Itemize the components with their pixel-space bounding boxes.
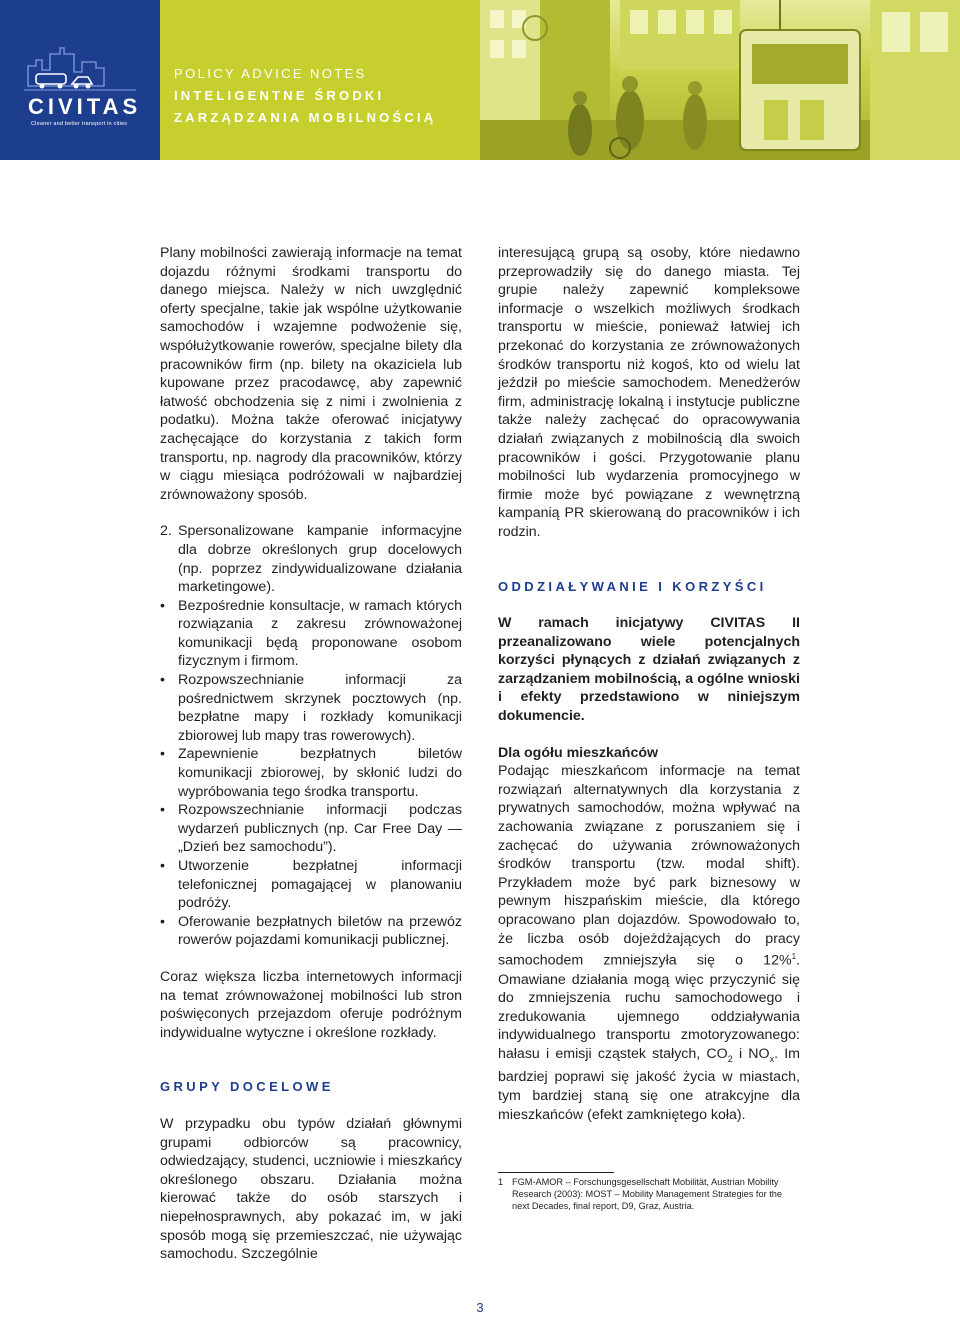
logo-wordmark: CIVITAS	[28, 94, 142, 119]
paragraph-residents	[498, 762, 800, 1124]
header-band	[160, 0, 480, 160]
section-heading-target-groups: GRUPY DOCELOWE	[160, 1079, 334, 1095]
subheading-residents: Dla ogółu mieszkańców	[498, 744, 659, 761]
series-title: POLICY ADVICE NOTES	[174, 66, 367, 81]
paragraph-continued: interesującą grupą są osoby, które niedawno przeprowadziły się do danego miasta. Tej grupie należy zapewnić kompleksowe informacje o wszelkich możliwych środkach transportu w mieście, ponieważ łatwiej ich przekonać do korzystania ze zrównoważonych środków transportu niż kogoś, kto od wielu lat jeździł po mieście samochodem. Menedżerów firm, administrację lokalną i instytucje publiczne także należy zachęcać do opracowywania działań związanych z mobilnością dla swoich pracowników i gości. Przygotowanie planu mobilności lub wydarzenia promocyjnego w firmie może być powiązane z wewnętrzną kampanią PR skierowaną do pracowników i ich rodzin.	[498, 245, 800, 540]
paragraph-internet: Coraz większa liczba internetowych informacji na temat zrównoważonej mobilności lub stron poświęconych przejazdom oferuje podróżnym indywidualne wytyczne i określone rozkłady.	[160, 968, 462, 1041]
right-column	[498, 244, 800, 1124]
list-item: • Rozpowszechnianie informacji za pośrednictwem skrzynek pocztowych (np. bezpłatne mapy i rozkłady komunikacji zbiorowej lub mapy tras rowerowych).	[160, 671, 462, 745]
body-text: . Im bardziej poprawi się jakość życia w miastach, tym bardziej staną się one atrakcyjne dla mieszkańców (efekt zamkniętego koła).	[498, 1045, 800, 1123]
bullet-list	[160, 597, 462, 950]
subscript: 2	[727, 1053, 733, 1064]
item-text: Spersonalizowane kampanie informacyjne dla dobrze określonych grup docelowych (np. poprzez zindywidualizowane działania marketingowe).	[178, 523, 462, 596]
city-skyline-icon	[24, 40, 136, 92]
list-item: • Rozpowszechnianie informacji podczas wydarzeń publicznych (np. Car Free Day — „Dzień bez samochodu”).	[160, 801, 462, 857]
header-photo	[480, 0, 960, 160]
civitas-logo	[0, 0, 160, 160]
body-text: i NO	[732, 1045, 770, 1062]
list-item: • Bezpośrednie konsultacje, w ramach których rozwiązania z zakresu zrównoważonej komunikacji będą proponowane osobom fizycznym i firmom.	[160, 597, 462, 671]
street-tram-photo	[480, 0, 960, 160]
footnote-number: 1	[498, 1177, 504, 1187]
list-item: • Zapewnienie bezpłatnych biletów komunikacji zbiorowej, by skłonić ludzi do wypróbowania tego środka transportu.	[160, 745, 462, 801]
document-title-line1: INTELIGENTNE ŚRODKI	[174, 88, 385, 103]
logo-tagline: Cleaner and better transport in cities	[31, 121, 128, 127]
subscript: x	[769, 1053, 775, 1064]
document-title-line2: ZARZĄDZANIA MOBILNOŚCIĄ	[174, 110, 437, 125]
list-item: • Oferowanie bezpłatnych biletów na przewóz rowerów pojazdami komunikacji publicznej.	[160, 913, 462, 950]
page-number: 3	[476, 1300, 484, 1315]
left-column	[160, 244, 462, 1264]
footnote	[498, 1172, 800, 1213]
footnote-divider	[498, 1172, 614, 1173]
body-text: Podając mieszkańcom informacje na temat rozwiązań alternatywnych dla korzystania z prywatnych samochodów, można wpływać na zachowania związane z poruszaniem się i zachęcać do używania zrównoważonych środków transportu (tzw. modal shift). Przykładem może być park biznesowy w pewnym hiszpańskim mieście, dla którego opracowano plan dojazdów. Spowodowało to, że liczba osób dojeżdżających do pracy samochodem zmniejszyła się o 12%	[498, 763, 800, 969]
numbered-item-2	[160, 522, 462, 596]
footnote-text: FGM-AMOR – Forschungsgesellschaft Mobilität, Austrian Mobility Research (2003): MOST – Mobility Management Strategies for the next Decades, final report, D9, Graz, Austria.	[512, 1177, 782, 1212]
body-text: . Omawiane działania mogą więc przyczynić się do zmniejszenia ruchu samochodowego i zredukowania ujemnego oddziaływania indywidualnego transportu zmotoryzowanego: hałasu i emisji cząstek stałych, CO	[498, 952, 800, 1062]
impact-intro: W ramach inicjatywy CIVITAS II przeanalizowano wiele potencjalnych korzyści płynących z działań związanych z zarządzaniem mobilnością, a ogólne wnioski i efekty przedstawiono w niniejszym dokumencie.	[498, 615, 800, 725]
paragraph-target-groups: W przypadku obu typów działań głównymi grupami odbiorców są pracownicy, odwiedzający, studenci, uczniowie i mieszkańcy określonego obszaru. Działania można kierować także do osób starszych i niepełnosprawnych, aby pokazać im, w jaki sposób mogą się przemieszczać, nie używając samochodu. Szczególnie	[160, 1115, 462, 1263]
paragraph-mobility-plans: Plany mobilności zawierają informacje na temat dojazdu różnymi środkami transportu do danego miejsca. Należy w nich uwzględnić oferty specjalne, takie jak wspólne użytkowanie samochodów i wzajemne podwożenie się, współużytkowanie rowerów, specjalne bilety dla pracowników firm (np. bilety na okaziciela lub kupowane przez pracodawcę, aby zapewnić łatwość obchodzenia się z nimi i zwolnienia z podatku). Można także oferować inicjatywy zachęcające do korzystania z takich form transportu, np. nagrody dla pracowników, którzy w ciągu miesiąca podróżowali w najbardziej zrównoważony sposób.	[160, 245, 462, 503]
list-item: • Utworzenie bezpłatnej informacji telefonicznej pomagającej w planowaniu podróży.	[160, 857, 462, 913]
footnote-reference: 1	[791, 952, 797, 962]
section-heading-impact: ODDZIAŁYWANIE I KORZYŚCI	[498, 578, 767, 594]
item-number: 2.	[160, 523, 172, 540]
